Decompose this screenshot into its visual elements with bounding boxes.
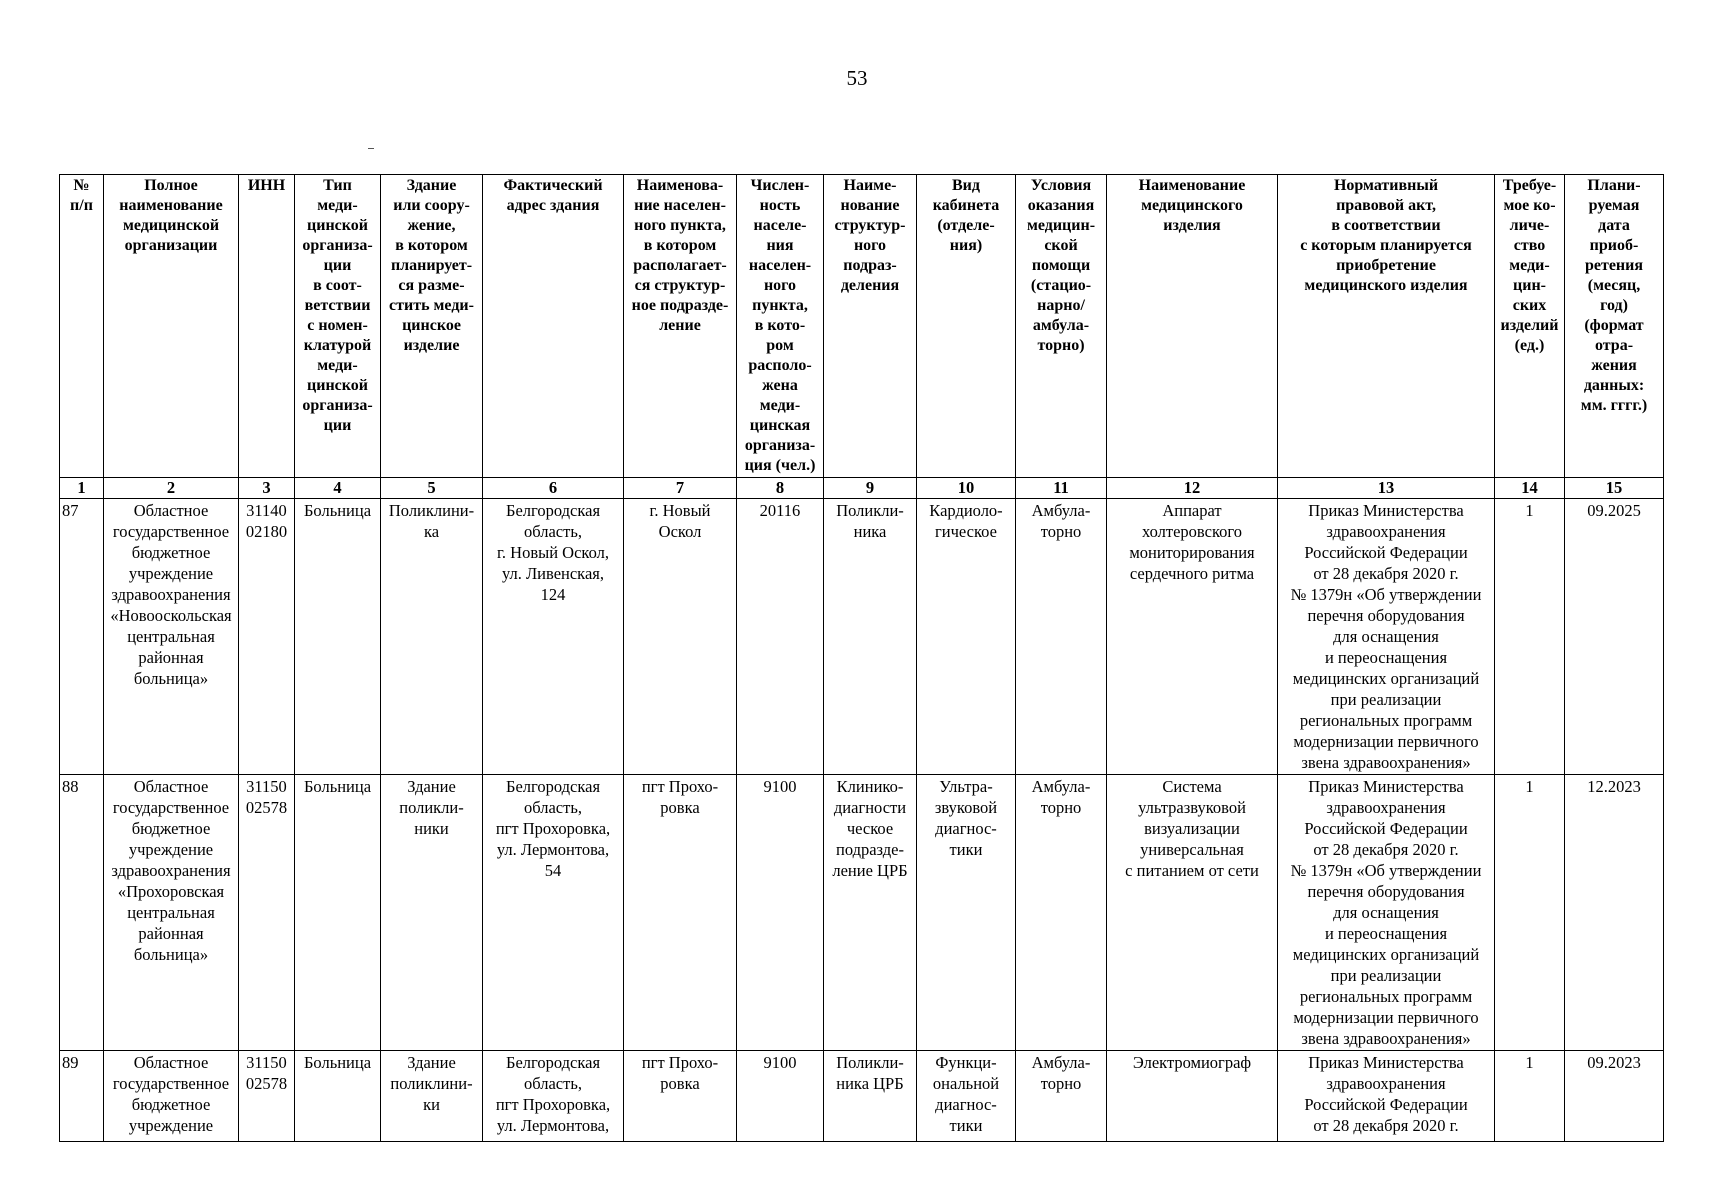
column-number: 7	[624, 478, 737, 499]
table-cell: Белгородская область, пгт Прохоровка, ул. Лермонтова, 54	[483, 775, 624, 1051]
table-cell: пгт Прохо- ровка	[624, 1051, 737, 1142]
table-row	[60, 775, 1664, 1051]
table-cell: Аппарат холтеровского мониторирования сердечного ритма	[1107, 499, 1278, 775]
column-number: 1	[60, 478, 104, 499]
table-cell: Белгородская область, пгт Прохоровка, ул. Лермонтова,	[483, 1051, 624, 1142]
table-cell: Поликли- ника ЦРБ	[824, 1051, 917, 1142]
column-number: 11	[1016, 478, 1107, 499]
column-number-row	[60, 478, 1664, 499]
column-header: Вид кабинета (отделе- ния)	[917, 175, 1016, 478]
table-cell: 20116	[737, 499, 824, 775]
column-header: Наиме- нование структур- ного подраз- деления	[824, 175, 917, 478]
table-cell: 1	[1495, 775, 1565, 1051]
table-cell: 89	[60, 1051, 104, 1142]
column-header: Требуе- мое ко- личе- ство меди- цин- ских изделий (ед.)	[1495, 175, 1565, 478]
column-header: Нормативный правовой акт, в соответствии с которым планируется приобретение медицинского изделия	[1278, 175, 1495, 478]
table-cell: 09.2025	[1565, 499, 1664, 775]
table-cell: Приказ Министерства здравоохранения Российской Федерации от 28 декабря 2020 г. № 1379н «Об утверждении перечня оборудования для оснащения и переоснащения медицинских организаций при реализации региональных программ модернизации первичного звена здравоохранения»	[1278, 499, 1495, 775]
table-body	[60, 499, 1664, 1142]
table-cell: Приказ Министерства здравоохранения Российской Федерации от 28 декабря 2020 г. № 1379н «Об утверждении перечня оборудования для оснащения и переоснащения медицинских организаций при реализации региональных программ модернизации первичного звена здравоохранения»	[1278, 775, 1495, 1051]
table-cell: Областное государственное бюджетное учреждение здравоохранения «Новооскольская центральная районная больница»	[104, 499, 239, 775]
column-header: Условия оказания медицин- ской помощи (стацио- нарно/ амбула- торно)	[1016, 175, 1107, 478]
table-cell: 1	[1495, 1051, 1565, 1142]
table-cell: 31140 02180	[239, 499, 295, 775]
column-number: 13	[1278, 478, 1495, 499]
table-cell: Амбула- торно	[1016, 775, 1107, 1051]
column-header: Тип меди- цинской организа- ции в соот- ветствии с номен- клатурой меди- цинской организа- ции	[295, 175, 381, 478]
column-header: Плани- руемая дата приоб- ретения (месяц, год) (формат отра- жения данных: мм. гггг.)	[1565, 175, 1664, 478]
column-number: 2	[104, 478, 239, 499]
header-row	[60, 175, 1664, 478]
column-header: ИНН	[239, 175, 295, 478]
column-number: 6	[483, 478, 624, 499]
table-cell: 1	[1495, 499, 1565, 775]
table-cell: Областное государственное бюджетное учреждение здравоохранения «Прохоровская центральная районная больница»	[104, 775, 239, 1051]
column-header: Здание или соору- жение, в котором планирует- ся разме- стить меди- цинское изделие	[381, 175, 483, 478]
stray-mark	[368, 148, 374, 149]
table-cell: Здание поликли- ники	[381, 775, 483, 1051]
table-cell: Функци- ональной диагнос- тики	[917, 1051, 1016, 1142]
table-cell: Приказ Министерства здравоохранения Российской Федерации от 28 декабря 2020 г.	[1278, 1051, 1495, 1142]
column-number: 12	[1107, 478, 1278, 499]
column-number: 10	[917, 478, 1016, 499]
table-cell: Кардиоло- гическое	[917, 499, 1016, 775]
table-cell: Областное государственное бюджетное учреждение	[104, 1051, 239, 1142]
table-cell: г. Новый Оскол	[624, 499, 737, 775]
column-number: 14	[1495, 478, 1565, 499]
page-number: 53	[846, 66, 868, 90]
column-header: Наименова- ние населен- ного пункта, в котором располагает- ся структур- ное подразде- ление	[624, 175, 737, 478]
table-cell: 12.2023	[1565, 775, 1664, 1051]
table-cell: Электромиограф	[1107, 1051, 1278, 1142]
column-header: Наименование медицинского изделия	[1107, 175, 1278, 478]
column-number: 15	[1565, 478, 1664, 499]
table-cell: Система ультразвуковой визуализации универсальная с питанием от сети	[1107, 775, 1278, 1051]
table-cell: 9100	[737, 1051, 824, 1142]
table-cell: 31150 02578	[239, 1051, 295, 1142]
table-cell: Амбула- торно	[1016, 499, 1107, 775]
column-header: Полное наименование медицинской организации	[104, 175, 239, 478]
column-number: 8	[737, 478, 824, 499]
column-number: 4	[295, 478, 381, 499]
column-header: № п/п	[60, 175, 104, 478]
table-cell: пгт Прохо- ровка	[624, 775, 737, 1051]
table-cell: 09.2023	[1565, 1051, 1664, 1142]
table-cell: Больница	[295, 1051, 381, 1142]
table-cell: 9100	[737, 775, 824, 1051]
table-cell: Здание поликлини- ки	[381, 1051, 483, 1142]
table-cell: Белгородская область, г. Новый Оскол, ул. Ливенская, 124	[483, 499, 624, 775]
table-cell: Поликлини- ка	[381, 499, 483, 775]
table-cell: 88	[60, 775, 104, 1051]
column-number: 9	[824, 478, 917, 499]
column-header: Фактический адрес здания	[483, 175, 624, 478]
table-cell: Клинико- диагности ческое подразде- ление ЦРБ	[824, 775, 917, 1051]
table-cell: Ультра- звуковой диагнос- тики	[917, 775, 1016, 1051]
equipment-table	[59, 174, 1664, 1142]
column-header: Числен- ность населе- ния населен- ного пункта, в кото- ром располо- жена меди- цинская организа- ция (чел.)	[737, 175, 824, 478]
table-row	[60, 499, 1664, 775]
table-cell: 87	[60, 499, 104, 775]
table-cell: 31150 02578	[239, 775, 295, 1051]
table-cell: Амбула- торно	[1016, 1051, 1107, 1142]
table-row	[60, 1051, 1664, 1142]
column-number: 3	[239, 478, 295, 499]
table-cell: Больница	[295, 775, 381, 1051]
table-cell: Больница	[295, 499, 381, 775]
table-cell: Поликли- ника	[824, 499, 917, 775]
column-number: 5	[381, 478, 483, 499]
